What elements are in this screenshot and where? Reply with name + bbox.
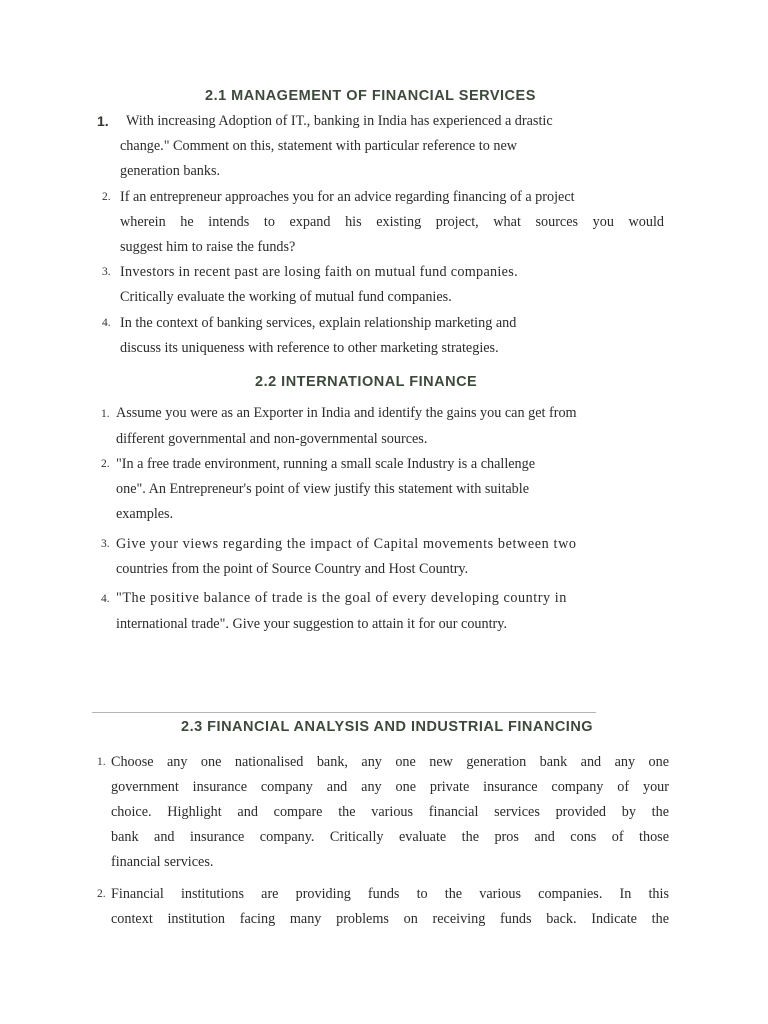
question-text-line: Assume you were as an Exporter in India and identify the gains you can get from: [116, 405, 577, 421]
question-text-line: suggest him to raise the funds?: [120, 239, 296, 255]
question-text-line: Financial institutions are providing funds to the various companies. In this: [111, 886, 669, 902]
question-text-line: one". An Entrepreneur's point of view justify this statement with suitable: [116, 481, 530, 497]
question-number: 2.: [102, 191, 111, 203]
question-text-line: context institution facing many problems on receiving funds back. Indicate the: [111, 911, 669, 927]
question-text-line: wherein he intends to expand his existing project, what sources you would: [120, 214, 664, 230]
question-text-line: In the context of banking services, explain relationship marketing and: [120, 315, 517, 331]
section-divider: [92, 712, 596, 713]
question-number: 3.: [102, 266, 111, 278]
section-heading-2-2: 2.2 INTERNATIONAL FINANCE: [255, 374, 478, 390]
question-number: 3.: [101, 538, 110, 550]
question-text-line: With increasing Adoption of IT., banking in India has experienced a drastic: [126, 113, 553, 129]
question-text-line: "In a free trade environment, running a small scale Industry is a challenge: [116, 456, 536, 472]
question-text-line: generation banks.: [120, 163, 221, 179]
question-text-line: financial services.: [111, 854, 214, 870]
question-text-line: international trade". Give your suggestion to attain it for our country.: [116, 616, 507, 632]
question-text-line: Investors in recent past are losing faith on mutual fund companies.: [120, 264, 518, 280]
question-text-line: "The positive balance of trade is the goal of every developing country in: [116, 590, 567, 606]
question-text-line: change." Comment on this, statement with particular reference to new: [120, 138, 517, 154]
question-text-line: Give your views regarding the impact of Capital movements between two: [116, 536, 577, 552]
question-number: 1.: [101, 408, 110, 420]
question-number: 4.: [102, 317, 111, 329]
question-text-line: Choose any one nationalised bank, any one new generation bank and any one: [111, 754, 669, 770]
question-number: 4.: [101, 593, 110, 605]
question-text-line: different governmental and non-governmental sources.: [116, 431, 428, 447]
question-number: 2.: [97, 888, 106, 900]
section-heading-2-3: 2.3 FINANCIAL ANALYSIS AND INDUSTRIAL FINANCING: [181, 719, 594, 735]
question-text-line: examples.: [116, 506, 174, 522]
question-text-line: countries from the point of Source Country and Host Country.: [116, 561, 469, 577]
question-text-line: If an entrepreneur approaches you for an advice regarding financing of a project: [120, 189, 575, 205]
section-heading-2-1: 2.1 MANAGEMENT OF FINANCIAL SERVICES: [205, 88, 536, 104]
question-text-line: bank and insurance company. Critically evaluate the pros and cons of those: [111, 829, 669, 845]
question-number: 1.: [97, 113, 109, 129]
question-text-line: Critically evaluate the working of mutual fund companies.: [120, 289, 452, 305]
question-text-line: government insurance company and any one private insurance company of your: [111, 779, 669, 795]
question-number: 2.: [101, 458, 110, 470]
question-number: 1.: [97, 756, 106, 768]
question-text-line: discuss its uniqueness with reference to other marketing strategies.: [120, 340, 499, 356]
question-text-line: choice. Highlight and compare the various financial services provided by the: [111, 804, 669, 820]
